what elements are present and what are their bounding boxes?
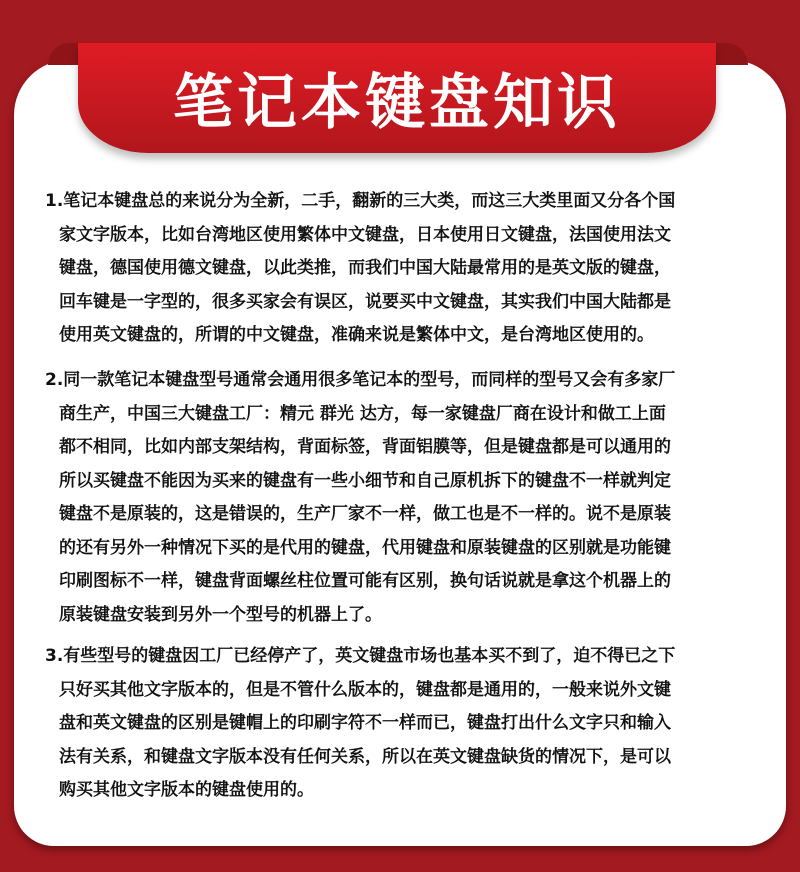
page-title: 笔记本键盘知识 xyxy=(173,68,621,138)
text-line: 2.同一款笔记本键盘型号通常会通用很多笔记本的型号，而同样的型号又会有多家厂 xyxy=(45,370,676,390)
text-line: 都不相同，比如内部支架结构，背面标签，背面铝膜等，但是键盘都是可以通用的 xyxy=(59,437,671,457)
title-ribbon xyxy=(78,43,716,153)
text-line: 印刷图标不一样，键盘背面螺丝柱位置可能有区别，换句话说就是拿这个机器上的 xyxy=(59,571,671,591)
paragraph-1 xyxy=(45,185,765,353)
text-line: 购买其他文字版本的键盘使用的。 xyxy=(59,780,314,800)
text-line: 1.笔记本键盘总的来说分为全新，二手，翻新的三大类，而这三大类里面又分各个国 xyxy=(45,191,676,211)
text-line: 3.有些型号的键盘因工厂已经停产了，英文键盘市场也基本买不到了，迫不得已之下 xyxy=(45,646,676,666)
text-line: 键盘不是原装的，这是错误的，生产厂家不一样，做工也是不一样的。说不是原装 xyxy=(59,504,671,524)
text-line: 只好买其他文字版本的，但是不管什么版本的，键盘都是通用的，一般来说外文键 xyxy=(59,679,671,700)
text-line: 商生产，中国三大键盘工厂：精元 群光 达方，每一家键盘厂商在设计和做工上面 xyxy=(59,403,666,424)
text-line: 键盘，德国使用德文键盘，以此类推，而我们中国大陆最常用的是英文版的键盘， xyxy=(59,258,671,278)
text-line: 使用英文键盘的，所谓的中文键盘，准确来说是繁体中文，是台湾地区使用的。 xyxy=(59,325,654,345)
paragraph-2 xyxy=(45,364,765,632)
text-line: 所以买键盘不能因为买来的键盘有一些小细节和自己原机拆下的键盘不一样就判定 xyxy=(59,470,671,491)
text-line: 原装键盘安装到另外一个型号的机器上了。 xyxy=(59,604,382,625)
text-line: 法有关系，和键盘文字版本没有任何关系，所以在英文键盘缺货的情况下，是可以 xyxy=(59,746,671,767)
text-line: 的还有另外一种情况下买的是代用的键盘，代用键盘和原装键盘的区别就是功能键 xyxy=(59,537,671,558)
text-line: 回车键是一字型的，很多买家会有误区，说要买中文键盘，其实我们中国大陆都是 xyxy=(59,291,671,312)
paragraph-3 xyxy=(45,640,765,808)
text-line: 家文字版本，比如台湾地区使用繁体中文键盘，日本使用日文键盘，法国使用法文 xyxy=(59,224,671,245)
text-line: 盘和英文键盘的区别是键帽上的印刷字符不一样而已，键盘打出什么文字只和输入 xyxy=(59,713,671,733)
